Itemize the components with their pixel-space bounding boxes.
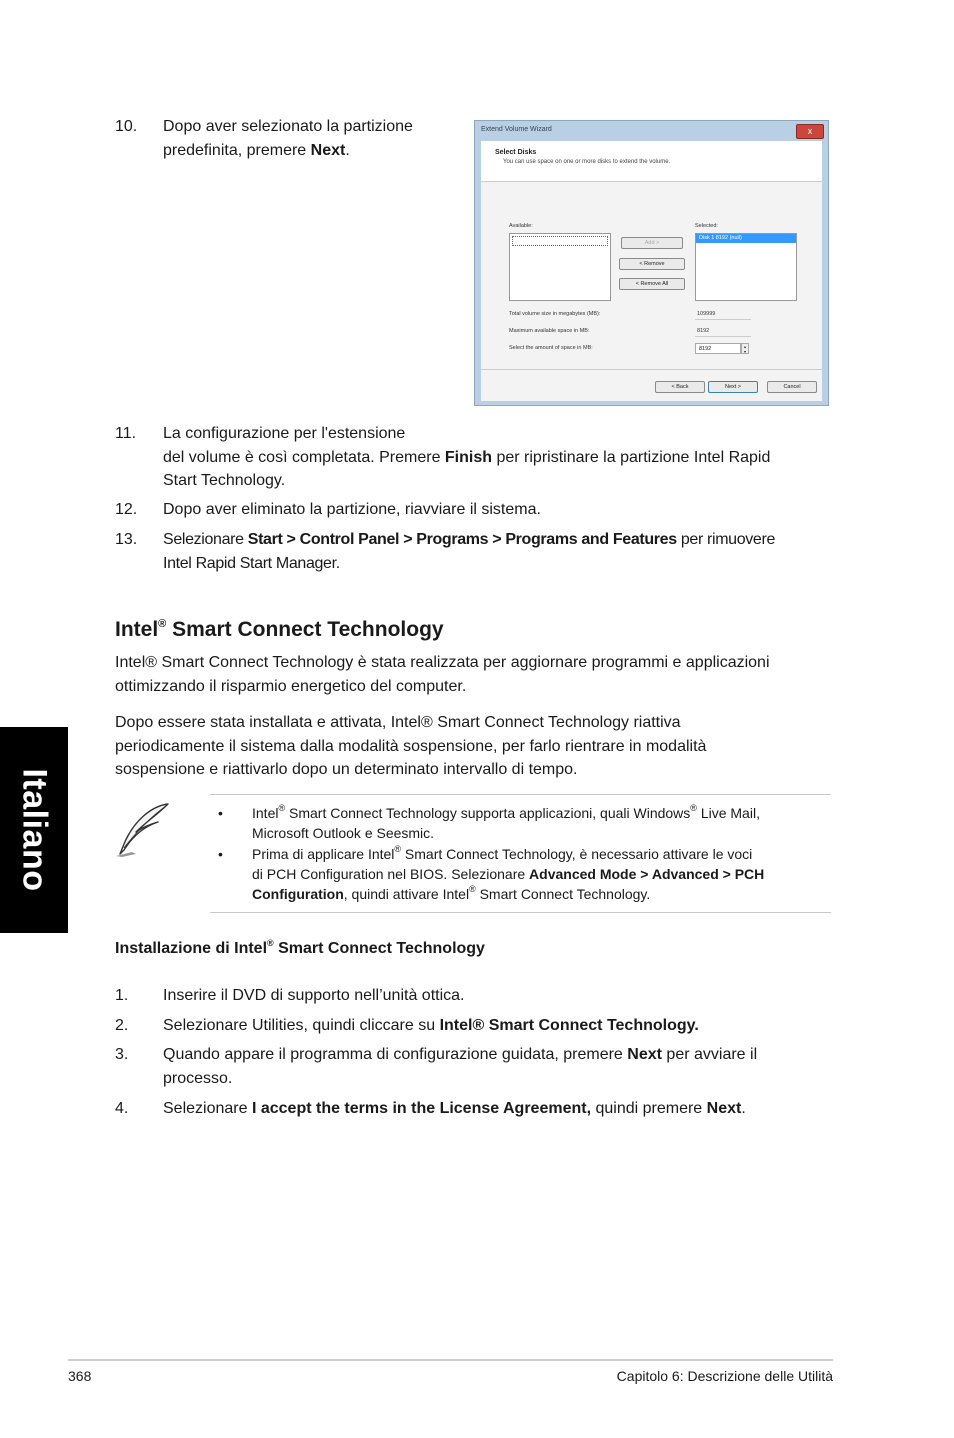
next-button[interactable]: Next > [708,381,758,393]
max-space-value: 8192 [697,328,710,334]
note-top-rule [210,794,831,795]
page-number: 368 [68,1368,92,1384]
note-bottom-rule [210,912,831,913]
remove-button[interactable]: < Remove [619,258,685,270]
dialog-header [481,141,822,182]
back-button[interactable]: < Back [655,381,705,393]
total-size-label: Total volume size in megabytes (MB): [509,311,601,317]
menu-path: Start > Control Panel > Programs > Programs and Features [247,531,677,548]
dialog-body [481,141,822,401]
step-number: 12. [115,501,138,518]
step-number: 13. [115,531,138,548]
step-number: 10. [115,118,138,135]
max-space-label: Maximum available space in MB: [509,328,590,334]
selected-list-item[interactable]: Disk 1 8192 (null) [696,234,796,243]
bullet: • [218,846,223,862]
selected-label: Selected: [695,223,718,229]
extend-volume-wizard-screenshot [474,120,829,406]
available-label: Available: [509,223,533,229]
select-space-input[interactable]: 8192 [695,343,741,354]
bullet: • [218,805,223,821]
section-title: Intel® Smart Connect Technology [115,618,444,641]
footer-divider [481,369,822,370]
description-paragraph: Dopo essere stata installata e attivata, Intel® Smart Connect Technology riattiva periodicamente il sistema dalla modalità sospensione, per farlo rientrare in modalità sospensione e riattivarlo dopo un determinato intervallo di tempo. [115,714,707,778]
add-button[interactable]: Add > [621,237,683,249]
next-keyword: Next [310,141,346,159]
divider [695,336,751,337]
intro-paragraph: Intel® Smart Connect Technology è stata realizzata per aggiornare programmi e applicazioni ottimizzando il risparmio energetico del computer. [115,654,770,695]
remove-all-button[interactable]: < Remove All [619,278,685,290]
spinner-arrows-icon[interactable]: ▴ ▾ [741,343,749,354]
close-icon[interactable]: x [796,124,824,139]
step-number: 11. [115,425,137,442]
step-text: Dopo aver selezionato la partizione [163,118,413,135]
dialog-title: Extend Volume Wizard [481,126,552,133]
finish-keyword: Finish [444,448,493,466]
footer-rule [68,1359,833,1361]
divider [695,319,751,320]
available-list[interactable] [509,233,611,301]
cancel-button[interactable]: Cancel [767,381,817,393]
total-size-value: 109999 [697,311,716,317]
select-space-label: Select the amount of space in MB: [509,345,593,351]
selected-list[interactable] [695,233,797,301]
language-side-tab [0,727,68,933]
dialog-heading: Select Disks [495,149,537,156]
dialog-subheading: You can use space on one or more disks to extend the volume. [503,159,671,165]
note-feather-icon [112,800,174,858]
language-label: Italiano [15,768,54,892]
available-list-focus [512,236,608,246]
install-title: Installazione di Intel® Smart Connect Technology [115,937,485,957]
chapter-title: Capitolo 6: Descrizione delle Utilità [616,1368,833,1384]
